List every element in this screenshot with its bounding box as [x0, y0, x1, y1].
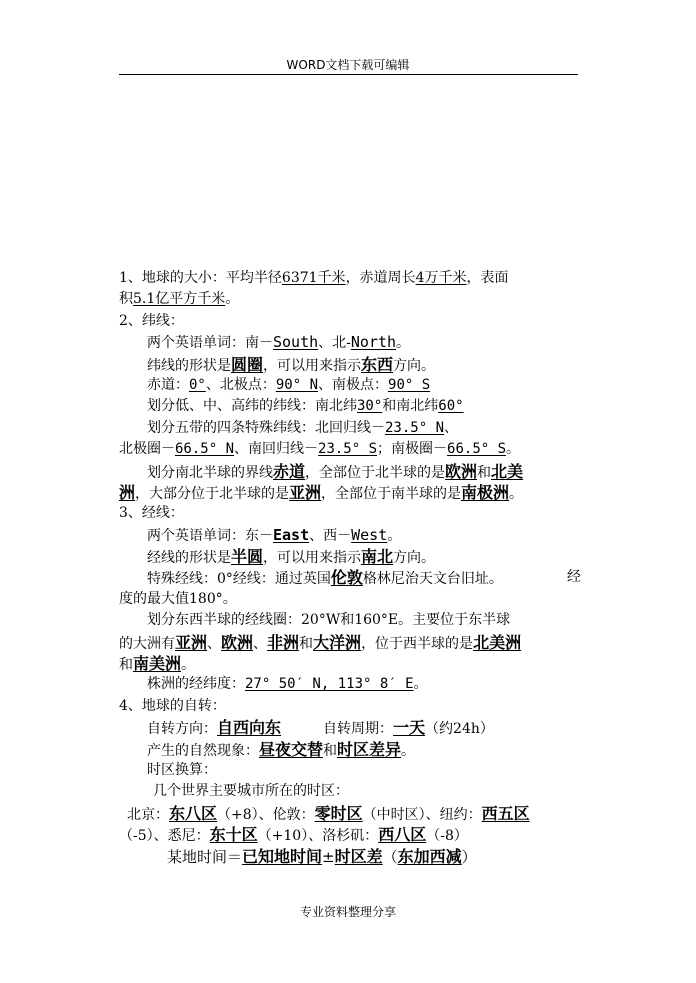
losangeles-zone: 西八区: [378, 825, 427, 845]
s1-line-2: 积5.1亿平方千米。: [119, 291, 240, 308]
s4-heading: 4、地球的自转：: [119, 697, 226, 714]
surface-area: 5.1亿平方千米: [133, 291, 226, 308]
lat-60: 60°: [438, 398, 464, 415]
s1-line-1: [119, 268, 581, 289]
day-night: 昼夜交替: [259, 739, 324, 759]
s3-line-continents-2: 和南美洲。: [119, 654, 196, 674]
s3-line-words: 两个英语单词：东－East、西－West。: [147, 525, 402, 544]
s2-heading: 2、纬线：: [119, 312, 184, 329]
s2-line-zones: 划分低、中、高纬的纬线：南北纬30°和南北纬60°: [147, 398, 464, 415]
earth-radius: 6371千米: [281, 270, 346, 286]
zhuzhou-coords: 27° 50′ N, 113° 8′ E: [245, 676, 414, 693]
word-south: South: [273, 333, 319, 352]
asia-north: 亚洲: [289, 482, 322, 502]
zone-difference: 时区差: [334, 846, 383, 866]
s3-line-continents-1: 的大洲有亚洲、欧洲、非洲和大洋洲，位于西半球的是北美洲: [119, 632, 522, 652]
s3-line-zhuzhou: 株洲的经纬度：27° 50′ N, 113° 8′ E。: [147, 676, 428, 693]
time-zone-diff: 时区差异: [337, 739, 402, 759]
known-time: 已知地时间: [242, 846, 323, 866]
north-america-part2: 洲: [119, 482, 136, 502]
s2-line-hemisphere-2: 洲，大部分位于北半球的是亚洲，全部位于南半球的是南极洲。: [119, 482, 524, 502]
asia-east: 亚洲: [175, 632, 208, 652]
s2-line-circles: 北极圈－66.5° N、南回归线－23.5° S；南极圈－66.5° S。: [119, 441, 521, 458]
tropic-cancer: 23.5° N: [385, 419, 445, 436]
antarctica-south: 南极洲: [461, 482, 510, 502]
equator-boundary: 赤道: [273, 461, 306, 481]
word-east: East: [273, 525, 310, 544]
s4-line-cities-intro: 几个世界主要城市所在的时区：: [153, 783, 349, 800]
south-pole-value: 90° S: [388, 376, 431, 393]
page-header: WORD文档下载可编辑: [286, 58, 410, 72]
europe-north: 欧洲: [445, 461, 478, 481]
s4-line-phenomena: 产生的自然现象：昼夜交替和时区差异。: [147, 739, 416, 759]
south-america-west: 南美洲: [133, 654, 182, 674]
s3-line-prime: 特殊经线：0°经线：通过英国伦敦格林尼治天文台旧址。 经: [147, 568, 581, 588]
africa-east: 非洲: [267, 632, 300, 652]
oceania-east: 大洋洲: [313, 632, 362, 652]
london-zone: 零时区: [314, 803, 363, 823]
tropic-capricorn: 23.5° S: [318, 441, 378, 458]
longitude-direction: 南北: [361, 547, 394, 567]
s4-line-formula: 某地时间＝已知地时间±时区差（东加西减）: [167, 846, 477, 866]
rotation-period: 一天: [393, 718, 426, 738]
latitude-direction: 东西: [361, 354, 394, 374]
sydney-zone: 东十区: [209, 825, 258, 845]
s2-line-hemisphere-1: 划分南北半球的界线赤道，全部位于北半球的是欧洲和北美: [147, 461, 524, 481]
s4-line-cities-2: （-5）、悉尼：东十区（+10）、洛杉矶：西八区（-8）: [119, 825, 468, 845]
latitude-shape: 圆圈: [231, 354, 264, 374]
s3-line-maxdeg: 度的最大值180°。: [119, 590, 237, 607]
s4-line-conversion: 时区换算：: [147, 761, 217, 778]
beijing-zone: 东八区: [169, 803, 218, 823]
rotation-direction: 自西向东: [217, 718, 282, 738]
s4-line-cities-1: 北京：东八区（+8）、伦敦：零时区（中时区）、纽约：西五区: [127, 803, 530, 823]
s3-line-hemis-circle: 划分东西半球的经线圈：20°W和160°E。主要位于东半球: [147, 612, 511, 629]
newyork-zone: 西五区: [481, 803, 530, 823]
north-america-part1: 北美: [491, 461, 524, 481]
s2-line-special: 划分五带的四条特殊纬线：北回归线－23.5° N、: [147, 419, 459, 436]
antarctic-circle: 66.5° S: [447, 441, 507, 458]
europe-east: 欧洲: [221, 632, 254, 652]
north-america-west: 北美洲: [473, 632, 522, 652]
london: 伦敦: [330, 568, 363, 588]
s3-line-shape: 经线的形状是半圆，可以用来指示南北方向。: [147, 547, 436, 567]
equator-circumference: 4万千米: [415, 270, 467, 286]
s3-heading: 3、经线：: [119, 505, 184, 522]
page-footer: 专业资料整理分享: [299, 905, 396, 919]
document-body: [119, 268, 581, 867]
lat-30: 30°: [357, 398, 383, 415]
s2-line-words: 两个英语单词：南－South、北-North。: [147, 333, 411, 352]
east-add-west-subtract: 东加西减: [397, 846, 462, 866]
s4-line-rotation: 自转方向：自西向东 自转周期：一天（约24h）: [147, 718, 494, 738]
word-west: West: [351, 525, 388, 544]
s2-line-equator: 赤道：0°、北极点：90° N、南极点：90° S: [147, 376, 431, 393]
header-divider: [119, 74, 578, 75]
equator-value: 0°: [189, 376, 206, 393]
longitude-shape: 半圆: [231, 547, 264, 567]
s2-line-shape: 纬线的形状是圆圈，可以用来指示东西方向。: [147, 354, 436, 374]
arctic-circle: 66.5° N: [175, 441, 235, 458]
s1-text: 1、地球的大小：平均半径6371千米，赤道周长4万千米，表面: [119, 270, 509, 286]
word-north: North: [350, 333, 397, 352]
north-pole-value: 90° N: [275, 376, 319, 393]
